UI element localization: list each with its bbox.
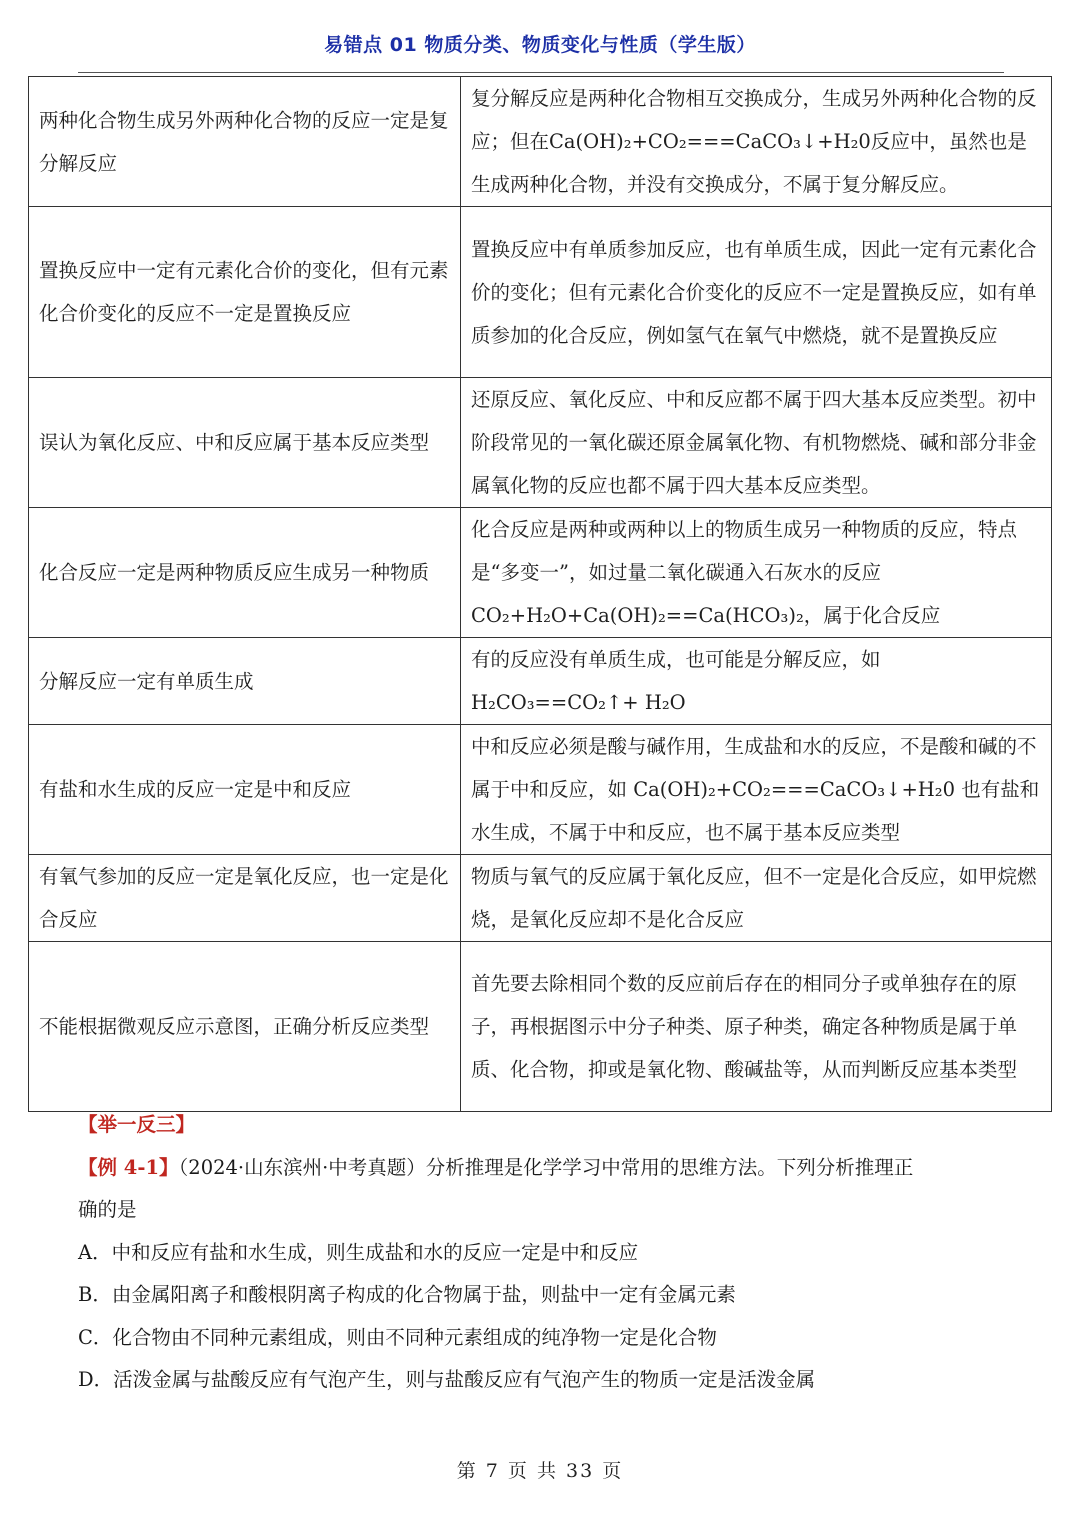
page-number: 第 7 页 共 33 页 — [456, 1460, 624, 1482]
option-d: D．活泼金属与盐酸反应有气泡产生，则与盐酸反应有气泡产生的物质一定是活泼金属 — [78, 1368, 816, 1391]
table-cell-explanation: 物质与氧气的反应属于氧化反应，但不一定是化合反应，如甲烷燃烧，是氧化反应却不是化合反应 — [461, 855, 1052, 942]
table-cell-misconception: 化合反应一定是两种物质反应生成另一种物质 — [29, 508, 461, 638]
table-cell-misconception: 两种化合物生成另外两种化合物的反应一定是复分解反应 — [29, 77, 461, 207]
example-stem — [78, 1147, 1018, 1190]
table-cell-explanation: 有的反应没有单质生成，也可能是分解反应，如 H₂CO₃==CO₂↑+ H₂O — [461, 638, 1052, 725]
option-b: B．由金属阳离子和酸根阴离子构成的化合物属于盐，则盐中一定有金属元素 — [78, 1283, 736, 1306]
table-row — [29, 638, 1052, 725]
table-cell-explanation: 复分解反应是两种化合物相互交换成分，生成另外两种化合物的反应；但在Ca(OH)₂+CO₂===CaCO₃↓+H₂0反应中，虽然也是生成两种化合物，并没有交换成分，不属于复分解反应。 — [461, 77, 1052, 207]
option-c: C．化合物由不同种元素组成，则由不同种元素组成的纯净物一定是化合物 — [78, 1325, 717, 1349]
table-cell-explanation: 首先要去除相同个数的反应前后存在的相同分子或单独存在的原子，再根据图示中分子种类、原子种类，确定各种物质是属于单质、化合物，抑或是氧化物、酸碱盐等，从而判断反应基本类型 — [461, 942, 1052, 1112]
table-cell-explanation: 化合反应是两种或两种以上的物质生成另一种物质的反应，特点是“多变一”，如过量二氧化碳通入石灰水的反应CO₂+H₂O+Ca(OH)₂==Ca(HCO₃)₂，属于化合反应 — [461, 508, 1052, 638]
table-cell-misconception: 有盐和水生成的反应一定是中和反应 — [29, 725, 461, 855]
table-cell-misconception: 置换反应中一定有元素化合价的变化，但有元素化合价变化的反应不一定是置换反应 — [29, 207, 461, 378]
table-row — [29, 77, 1052, 207]
table-row — [29, 942, 1052, 1112]
table-cell-misconception: 误认为氧化反应、中和反应属于基本反应类型 — [29, 378, 461, 508]
table-cell-explanation: 置换反应中有单质参加反应，也有单质生成，因此一定有元素化合价的变化；但有元素化合价变化的反应不一定是置换反应，如有单质参加的化合反应，例如氢气在氧气中燃烧，就不是置换反应 — [461, 207, 1052, 378]
section-heading: 【举一反三】 — [78, 1113, 196, 1136]
table-cell-misconception: 不能根据微观反应示意图，正确分析反应类型 — [29, 942, 461, 1112]
table-cell-misconception: 分解反应一定有单质生成 — [29, 638, 461, 725]
table-cell-explanation: 中和反应必须是酸与碱作用，生成盐和水的反应，不是酸和碱的不属于中和反应，如 Ca(OH)₂+CO₂===CaCO₃↓+H₂0 也有盐和水生成，不属于中和反应，也不属于基本反应类型 — [461, 725, 1052, 855]
table-cell-explanation: 还原反应、氧化反应、中和反应都不属于四大基本反应类型。初中阶段常见的一氧化碳还原金属氧化物、有机物燃烧、碱和部分非金属氧化物的反应也都不属于四大基本反应类型。 — [461, 378, 1052, 508]
example-label: 【例 4-1】 — [78, 1155, 179, 1179]
example-stem-line2: 确的是 — [78, 1198, 137, 1221]
example-stem-line1: （2024·山东滨州·中考真题）分析推理是化学学习中常用的思维方法。下列分析推理正 — [178, 1155, 914, 1179]
page-header-title: 易错点 01 物质分类、物质变化与性质（学生版） — [324, 34, 756, 56]
table-cell-misconception: 有氧气参加的反应一定是氧化反应，也一定是化合反应 — [29, 855, 461, 942]
table-row — [29, 207, 1052, 378]
option-a: A．中和反应有盐和水生成，则生成盐和水的反应一定是中和反应 — [78, 1240, 639, 1264]
table-row — [29, 855, 1052, 942]
practice-section — [78, 1104, 1018, 1402]
error-points-table — [28, 76, 1052, 1112]
table-row — [29, 378, 1052, 508]
header-divider — [78, 72, 1004, 73]
table-row — [29, 508, 1052, 638]
table-row — [29, 725, 1052, 855]
